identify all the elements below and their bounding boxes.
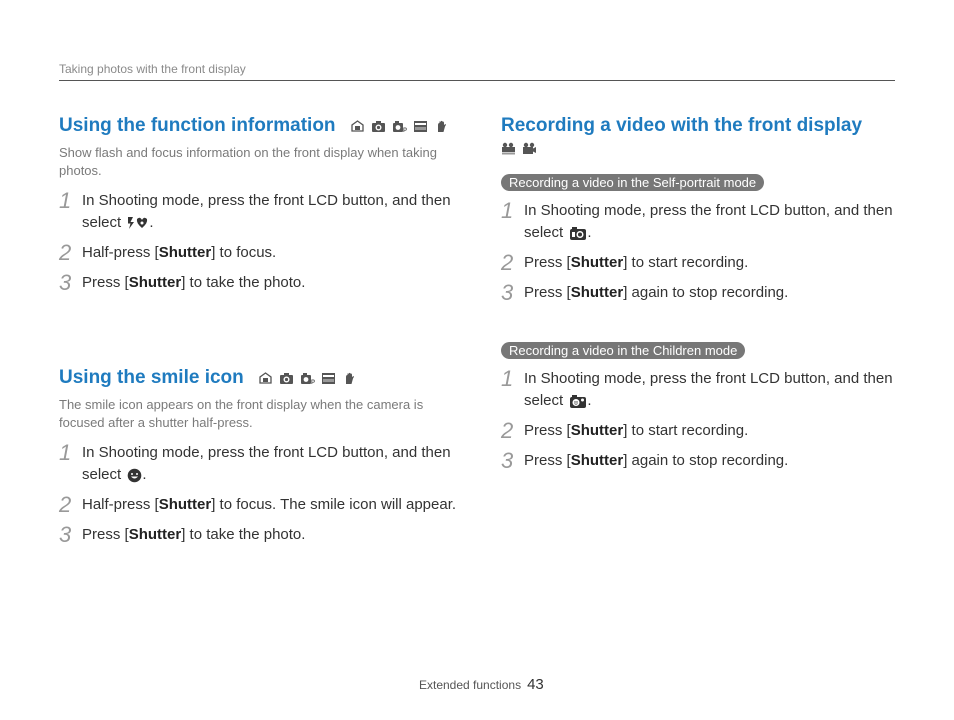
step-3 (501, 450, 896, 472)
movie-icon (522, 142, 537, 155)
step-number: 2 (59, 492, 72, 517)
smart-auto-icon (350, 120, 365, 133)
step-number: 3 (501, 280, 514, 305)
step-1 (501, 200, 896, 244)
step-number: 3 (501, 448, 514, 473)
svg-text:P: P (310, 379, 315, 385)
video-section-title (501, 114, 896, 138)
section-title (59, 114, 459, 138)
step-2-text: Half-press [ (82, 244, 159, 261)
children-pill: Recording a video in the Children mode (501, 342, 745, 359)
step-3-text-end: ] again to stop recording. (623, 284, 789, 301)
step-text (524, 282, 788, 304)
shutter-key: Shutter (158, 496, 212, 513)
shutter-key: Shutter (128, 526, 182, 543)
step-text (82, 272, 305, 294)
step-3-text: Press [ (82, 274, 129, 291)
page-number: 43 (527, 676, 544, 693)
dual-is-icon (342, 372, 357, 385)
step-number: 2 (501, 418, 514, 443)
step-text (82, 494, 456, 516)
svg-text:P: P (402, 127, 407, 133)
step-1-text: In Shooting mode, press the front LCD button, and then select (82, 192, 451, 231)
step-3-text-end: ] to take the photo. (181, 526, 306, 543)
shutter-key: Shutter (570, 452, 624, 469)
step-2 (501, 252, 896, 274)
program-icon (300, 372, 315, 385)
step-3 (501, 282, 896, 304)
step-text: In Shooting mode, press the front LCD button, and then select . (82, 192, 451, 231)
program-icon (392, 120, 407, 133)
camera-icon (279, 372, 294, 385)
footer-section: Extended functions (419, 678, 522, 692)
left-column (59, 114, 459, 554)
smile-icon (127, 468, 142, 483)
step-2 (501, 420, 896, 442)
scene-icon (413, 120, 428, 133)
step-number: 1 (501, 198, 514, 223)
smart-auto-icon (258, 372, 273, 385)
function-info-section (59, 114, 459, 294)
page-footer (419, 676, 544, 693)
function-info-steps (59, 190, 459, 294)
step-1 (59, 190, 459, 234)
function-info-title: Using the function information (59, 115, 336, 136)
step-number: 2 (501, 250, 514, 275)
video-title: Recording a video with the front display (501, 115, 863, 136)
running-head: Taking photos with the front display (59, 62, 246, 76)
step-number: 1 (59, 440, 72, 465)
step-1 (59, 442, 459, 486)
shutter-key: Shutter (570, 254, 624, 271)
step-2-text: Press [ (524, 254, 571, 271)
step-3-text: Press [ (524, 452, 571, 469)
function-info-icon (127, 216, 149, 230)
smile-title: Using the smile icon (59, 367, 244, 388)
step-1-text: In Shooting mode, press the front LCD button, and then select (82, 444, 451, 483)
step-1 (501, 368, 896, 412)
scene-icon (321, 372, 336, 385)
children-subsection (501, 342, 896, 472)
smile-section (59, 366, 459, 546)
mode-icons (350, 120, 449, 133)
step-1-text: In Shooting mode, press the front LCD button, and then select (524, 202, 893, 241)
step-number: 2 (59, 240, 72, 265)
step-text (524, 252, 748, 274)
section-title (59, 366, 459, 390)
step-text (524, 420, 748, 442)
right-column (501, 114, 896, 480)
step-text (524, 450, 788, 472)
step-3-text: Press [ (82, 526, 129, 543)
step-number: 1 (59, 188, 72, 213)
step-text (82, 524, 305, 546)
mode-icons (258, 372, 357, 385)
shutter-key: Shutter (128, 274, 182, 291)
step-text: In Shooting mode, press the front LCD button, and then select . (524, 202, 893, 241)
step-2-text-end: ] to focus. The smile icon will appear. (211, 496, 457, 513)
step-2-text-end: ] to start recording. (623, 422, 749, 439)
shutter-key: Shutter (158, 244, 212, 261)
step-2-text-end: ] to focus. (211, 244, 277, 261)
self-portrait-pill: Recording a video in the Self-portrait mode (501, 174, 764, 191)
shutter-key: Shutter (570, 422, 624, 439)
self-portrait-icon (569, 226, 587, 241)
step-2 (59, 494, 459, 516)
smile-steps (59, 442, 459, 546)
step-text: In Shooting mode, press the front LCD button, and then select . (524, 370, 893, 409)
step-3 (59, 524, 459, 546)
step-number: 3 (59, 270, 72, 295)
step-3-text-end: ] again to stop recording. (623, 452, 789, 469)
step-number: 1 (501, 366, 514, 391)
step-1-text: In Shooting mode, press the front LCD button, and then select (524, 370, 893, 409)
shutter-key: Shutter (570, 284, 624, 301)
children-steps (501, 368, 896, 472)
step-2-text-end: ] to start recording. (623, 254, 749, 271)
step-3-text-end: ] to take the photo. (181, 274, 306, 291)
self-portrait-subsection (501, 174, 896, 304)
step-number: 3 (59, 522, 72, 547)
mode-icons (501, 142, 537, 155)
step-2-text: Half-press [ (82, 496, 159, 513)
smile-description: The smile icon appears on the front display when the camera is focused after a shutter half-press. (59, 397, 424, 430)
dual-is-icon (434, 120, 449, 133)
smart-movie-icon (501, 142, 516, 155)
camera-icon (371, 120, 386, 133)
step-3 (59, 272, 459, 294)
header-rule (59, 80, 895, 81)
step-text: In Shooting mode, press the front LCD button, and then select . (82, 444, 451, 483)
step-text (82, 242, 276, 264)
step-2-text: Press [ (524, 422, 571, 439)
function-info-description: Show flash and focus information on the front display when taking photos. (59, 145, 437, 178)
self-portrait-steps (501, 200, 896, 304)
step-3-text: Press [ (524, 284, 571, 301)
children-mode-icon (569, 394, 587, 409)
step-2 (59, 242, 459, 264)
